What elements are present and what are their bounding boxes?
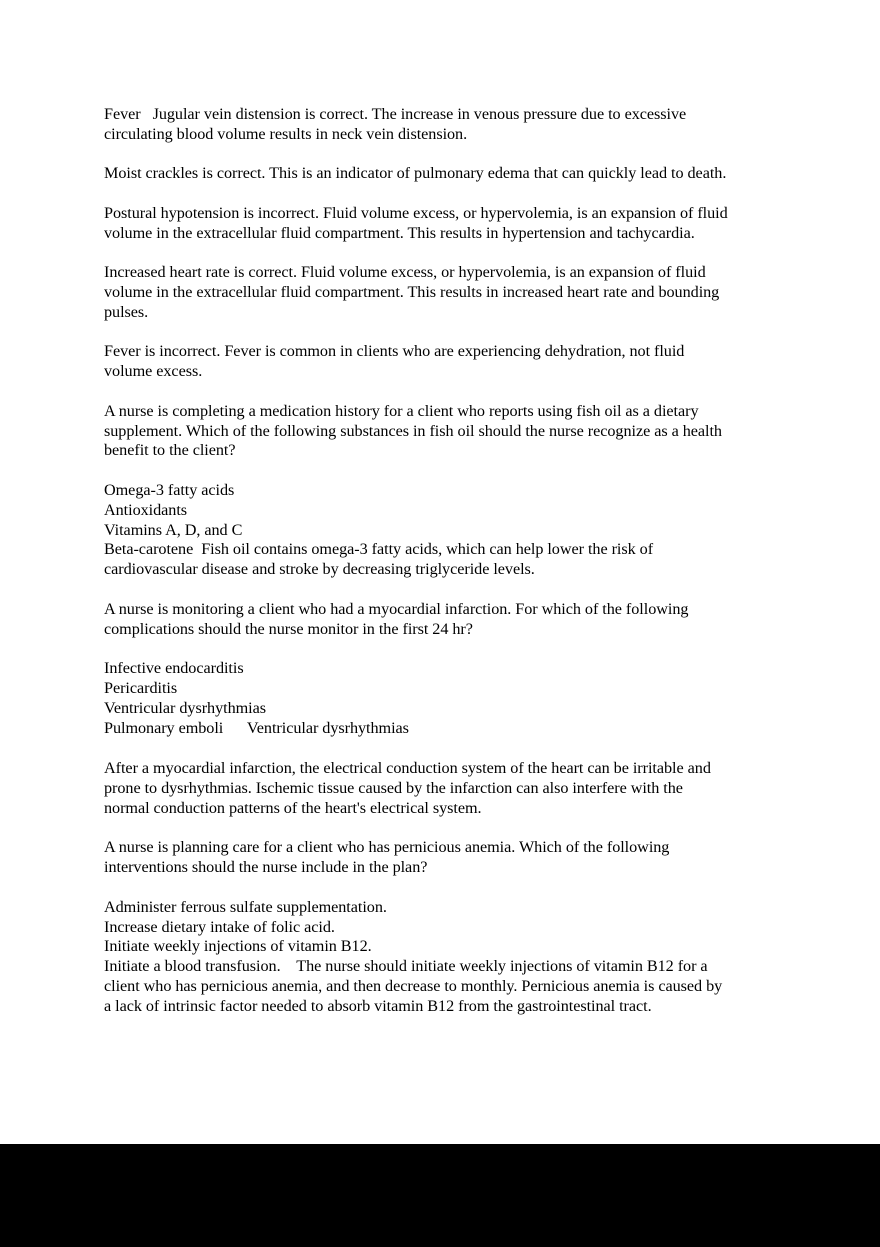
answer-option: Antioxidants (104, 501, 188, 519)
text-line: volume in the extracellular fluid compartment. This results in hypertension and tachycardia. (104, 224, 695, 242)
text-line: Moist crackles is correct. This is an indicator of pulmonary edema that can quickly lead to death. (104, 164, 727, 182)
text-line: volume excess. (104, 362, 203, 380)
question-text: A nurse is planning care for a client who has pernicious anemia. Which of the following (104, 838, 670, 856)
text-line: Fever Jugular vein distension is correct. The increase in venous pressure due to excessive (104, 105, 687, 123)
question-text: interventions should the nurse include in the plan? (104, 858, 428, 876)
answer-option: Ventricular dysrhythmias (104, 699, 266, 717)
text-line: pulses. (104, 303, 149, 321)
rationale-text: a lack of intrinsic factor needed to absorb vitamin B12 from the gastrointestinal tract. (104, 997, 652, 1015)
answer-option: Initiate weekly injections of vitamin B12. (104, 937, 372, 955)
answer-option: Omega-3 fatty acids (104, 481, 235, 499)
rationale-text: normal conduction patterns of the heart's electrical system. (104, 799, 482, 817)
text-line: Postural hypotension is incorrect. Fluid volume excess, or hypervolemia, is an expansion of fluid (104, 204, 728, 222)
question-text: A nurse is completing a medication history for a client who reports using fish oil as a dietary (104, 402, 699, 420)
answer-option: Administer ferrous sulfate supplementation. (104, 898, 387, 916)
answer-option: Increase dietary intake of folic acid. (104, 918, 335, 936)
rationale-text: After a myocardial infarction, the electrical conduction system of the heart can be irritable and (104, 759, 711, 777)
rationale-text: cardiovascular disease and stroke by decreasing triglyceride levels. (104, 560, 535, 578)
page-bottom-band (0, 1144, 880, 1247)
answer-option: Vitamins A, D, and C (104, 521, 243, 539)
rationale-text: prone to dysrhythmias. Ischemic tissue caused by the infarction can also interfere with the (104, 779, 683, 797)
text-line: volume in the extracellular fluid compartment. This results in increased heart rate and bounding (104, 283, 720, 301)
text-line: Fever is incorrect. Fever is common in clients who are experiencing dehydration, not fluid (104, 342, 685, 360)
text-line: Increased heart rate is correct. Fluid volume excess, or hypervolemia, is an expansion of fluid (104, 263, 706, 281)
rationale-text: client who has pernicious anemia, and then decrease to monthly. Pernicious anemia is caused by (104, 977, 723, 995)
answer-option: Pericarditis (104, 679, 178, 697)
answer-option: Pulmonary emboli Ventricular dysrhythmias (104, 719, 409, 737)
question-text: complications should the nurse monitor in the first 24 hr? (104, 620, 473, 638)
question-text: A nurse is monitoring a client who had a myocardial infarction. For which of the following (104, 600, 689, 618)
answer-option: Infective endocarditis (104, 659, 244, 677)
question-text: supplement. Which of the following substances in fish oil should the nurse recognize as a health (104, 422, 722, 440)
answer-option: Initiate a blood transfusion. The nurse should initiate weekly injections of vitamin B12 for a (104, 957, 708, 975)
text-line: circulating blood volume results in neck vein distension. (104, 125, 468, 143)
answer-option: Beta-carotene Fish oil contains omega-3 fatty acids, which can help lower the risk of (104, 540, 654, 558)
question-text: benefit to the client? (104, 441, 236, 459)
